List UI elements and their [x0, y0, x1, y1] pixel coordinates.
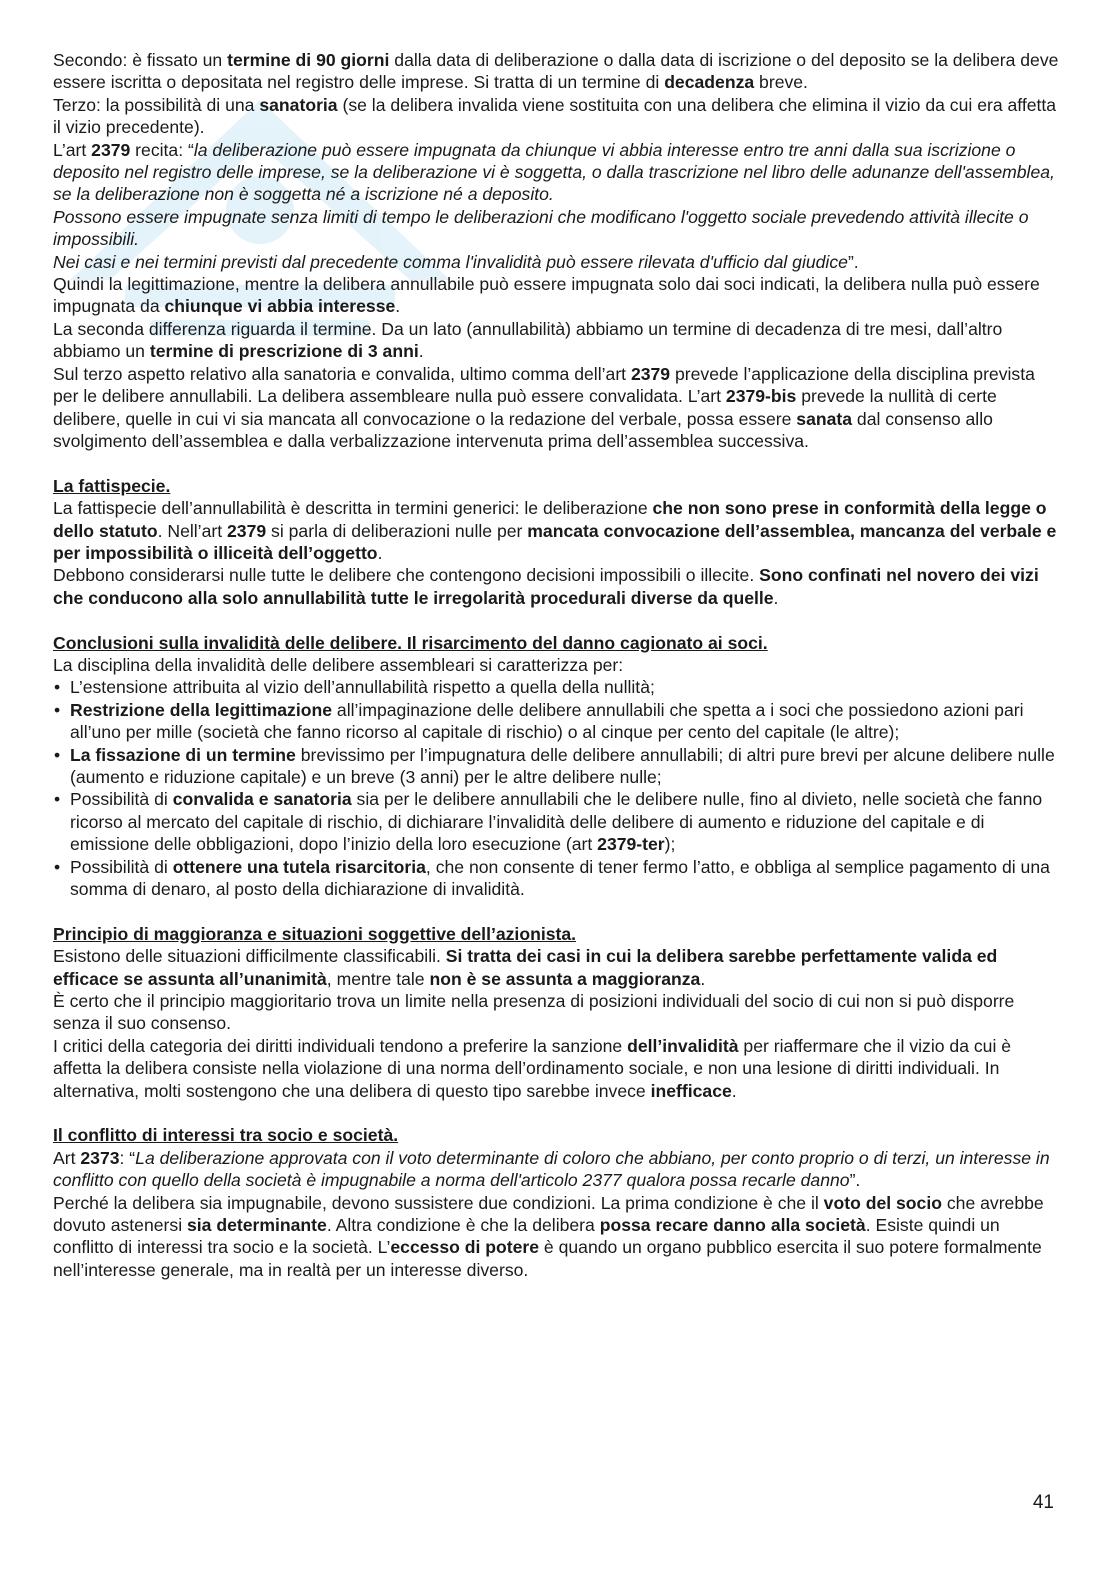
italic-text: La deliberazione approvata con il voto determinante di coloro che abbiano, per conto proprio o di terzi, un interesse in conflitto con quello della società è impugnabile a norma dell'articolo 2377 qualora possa recarle danno: [53, 1147, 1050, 1191]
list-item: • L’estensione attribuita al vizio dell’annullabilità rispetto a quella della nullità;: [53, 676, 1063, 698]
bold-text: 2379: [227, 520, 267, 541]
section-title-fattispecie: La fattispecie.: [53, 475, 171, 496]
page-number: 41: [1032, 1492, 1054, 1513]
paragraph: Quindi la legittimazione, mentre la delibera annullabile può essere impugnata solo dai soci indicati, la delibera nulla può essere impugnata da chiunque vi abbia interesse.: [53, 274, 1040, 317]
bold-text: dell’invalidità: [627, 1035, 739, 1056]
bold-text: che non sono prese in conformità della legge o dello statuto: [53, 498, 1047, 541]
bold-text: termine di prescrizione di 3 anni: [149, 341, 419, 362]
paragraph: Nei casi e nei termini previsti dal precedente comma l'invalidità può essere rilevata d'ufficio dal giudice”.: [53, 251, 859, 272]
list-item: • La fissazione di un termine brevissimo per l’impugnatura delle delibere annullabili; di altri pure brevi per alcune delibere nulle (aumento e riduzione capitale) e un breve (3 anni) per le altre delibere nulle;: [53, 744, 1063, 789]
paragraph: [53, 206, 1063, 251]
paragraph: È certo che il principio maggioritario trova un limite nella presenza di posizioni individuali del socio di cui non si può disporre senza il suo consenso.: [53, 991, 1015, 1034]
paragraph: I critici della categoria dei diritti individuali tendono a preferire la sanzione dell’invalidità per riaffermare che il vizio da cui è affetta la delibera consiste nella violazione di una norma dell’ordinamento sociale, e non una lesione di diritti individuali. In alternativa, molti sostengono che una delibera di questo tipo sarebbe invece inefficace.: [53, 1035, 1012, 1101]
bold-text: Restrizione della legittimazione: [70, 699, 333, 720]
bold-text: ottenere una tutela risarcitoria: [172, 856, 426, 877]
paragraph: L’art 2379 recita: “la deliberazione può essere impugnata da chiunque vi abbia interesse entro tre anni dalla sua iscrizione o deposito nel registro delle imprese, se la deliberazione vi è soggetta, o dalla trascrizione nel libro delle adunanze dell'assemblea, se la deliberazione non è soggetta né a iscrizione né a deposito.: [53, 139, 1055, 205]
bold-text: eccesso di potere: [390, 1237, 540, 1258]
bold-text: sia determinante: [187, 1215, 327, 1236]
italic-text: la deliberazione può essere impugnata da chiunque vi abbia interesse entro tre anni dalla sua iscrizione o deposito nel registro delle imprese, se la deliberazione vi è soggetta, o dalla trascrizione nel libro delle adunanze dell'assemblea, se la deliberazione non è soggetta né a iscrizione né a deposito.: [53, 139, 1055, 205]
bold-text: 2379-ter: [597, 834, 665, 855]
bold-text: termine di 90 giorni: [227, 50, 390, 70]
paragraph: Secondo: è fissato un termine di 90 giorni dalla data di deliberazione o dalla data di iscrizione o del deposito se la delibera deve essere iscritta o depositata nel registro delle imprese. Si tratta di un termine di decadenza breve.: [53, 50, 1059, 93]
italic-text: Possono essere impugnate senza limiti di tempo le deliberazioni che modificano l'oggetto sociale prevedendo attività illecite o impossibili.: [53, 206, 1029, 250]
paragraph: La fattispecie dell’annullabilità è descritta in termini generici: le deliberazione che non sono prese in conformità della legge o dello statuto. Nell’art 2379 si parla di deliberazioni nulle per mancata convocazione dell’assemblea, mancanza del verbale e per impossibilità o illiceità dell’oggetto.: [53, 498, 1057, 563]
paragraph: Terzo: la possibilità di una sanatoria (se la delibera invalida viene sostituita con una delibera che elimina il vizio da cui era affetta il vizio precedente).: [53, 94, 1057, 138]
bold-text: 2379: [91, 139, 131, 160]
paragraph: Esistono delle situazioni difficilmente classificabili. Si tratta dei casi in cui la delibera sarebbe perfettamente valida ed efficace se assunta all’unanimità, mentre tale non è se assunta a maggioranza.: [53, 946, 998, 989]
bold-text: La fissazione di un termine: [70, 744, 296, 765]
bold-text: 2379: [630, 363, 671, 384]
bold-text: convalida e sanatoria: [172, 789, 352, 810]
paragraph: La seconda differenza riguarda il termine. Da un lato (annullabilità) abbiamo un termine di decadenza di tre mesi, dall’altro abbiamo un termine di prescrizione di 3 anni.: [53, 318, 1003, 362]
bold-text: Sono confinati nel novero dei vizi che conducono alla solo annullabilità tutte le irregolarità procedurali diverse da quelle: [53, 565, 1039, 608]
list-item: • Restrizione della legittimazione all’impaginazione delle delibere annullabili che spetta a i soci che possiedono azioni pari all’uno per mille (società che fanno ricorso al capitale di rischio) o al cinque per cento del capitale (le altre);: [53, 699, 1063, 744]
bold-text: possa recare danno alla società: [599, 1215, 866, 1236]
bold-text: Si tratta dei casi in cui la delibera sarebbe perfettamente valida ed efficace se assunta all’unanimità: [53, 946, 998, 989]
bold-text: mancata convocazione dell’assemblea, mancanza del verbale e per impossibilità o illiceità dell’oggetto: [53, 520, 1057, 563]
bullet-list: [53, 676, 1063, 900]
bold-text: voto del socio: [823, 1192, 942, 1213]
section-title-conclusioni: Conclusioni sulla invalidità delle delibere. Il risarcimento del danno cagionato ai soci.: [53, 632, 768, 653]
bold-text: sanatoria: [259, 94, 338, 115]
paragraph: Art 2373: “La deliberazione approvata con il voto determinante di coloro che abbiano, per conto proprio o di terzi, un interesse in conflitto con quello della società è impugnabile a norma dell'articolo 2377 qualora possa recarle danno”.: [53, 1147, 1050, 1191]
bold-text: sanata: [796, 408, 853, 429]
section-title-conflitto: Il conflitto di interessi tra socio e società.: [53, 1125, 399, 1146]
bold-text: decadenza: [664, 72, 755, 93]
paragraph: Perché la delibera sia impugnabile, devono sussistere due condizioni. La prima condizione è che il voto del socio che avrebbe dovuto astenersi sia determinante. Altra condizione è che la delibera possa recare danno alla società. Esiste quindi un conflitto di interessi tra socio e la società. L’eccesso di potere è quando un organo pubblico esercita il suo potere formalmente nell’interesse generale, ma in realtà per un interesse diverso.: [53, 1192, 1044, 1280]
paragraph: La disciplina della invalidità delle delibere assembleari si caratterizza per:: [53, 654, 624, 675]
bold-text: non è se assunta a maggioranza: [429, 968, 701, 989]
bold-text: 2379-bis: [725, 386, 797, 407]
paragraph: Debbono considerarsi nulle tutte le delibere che contengono decisioni impossibili o illecite. Sono confinati nel novero dei vizi che conducono alla solo annullabilità tutte le irregolarità procedurali diverse da quelle.: [53, 565, 1039, 608]
document-body: [53, 49, 1063, 1281]
italic-text: Nei casi e nei termini previsti dal precedente comma l'invalidità può essere rilevata d'ufficio dal giudice: [53, 251, 848, 272]
bold-text: inefficace: [650, 1080, 732, 1101]
section-title-maggioranza: Principio di maggioranza e situazioni soggettive dell’azionista.: [53, 923, 577, 944]
list-item: • Possibilità di ottenere una tutela risarcitoria, che non consente di tener fermo l’atto, e obbliga al semplice pagamento di una somma di denaro, al posto della dichiarazione di invalidità.: [53, 856, 1063, 901]
paragraph: Sul terzo aspetto relativo alla sanatoria e convalida, ultimo comma dell’art 2379 prevede l’applicazione della disciplina prevista per le delibere annullabili. La delibera assembleare nulla può essere convalidata. L’art 2379-bis prevede la nullità di certe delibere, quelle in cui vi sia mancata all convocazione o la redazione del verbale, possa essere sanata dal consenso allo svolgimento dell’assemblea e dalla verbalizzazione intervenuta prima dell’assemblea successiva.: [53, 363, 1035, 451]
list-item: • Possibilità di convalida e sanatoria sia per le delibere annullabili che le delibere nulle, fino al divieto, nelle società che fanno ricorso al mercato del capitale di rischio, di dichiarare l’invalidità delle delibere di aumento e riduzione del capitale e di emissione delle obbligazioni, dopo l’inizio della loro esecuzione (art 2379-ter);: [53, 788, 1063, 855]
bold-text: 2373: [80, 1147, 120, 1168]
bold-text: chiunque vi abbia interesse: [164, 296, 396, 317]
